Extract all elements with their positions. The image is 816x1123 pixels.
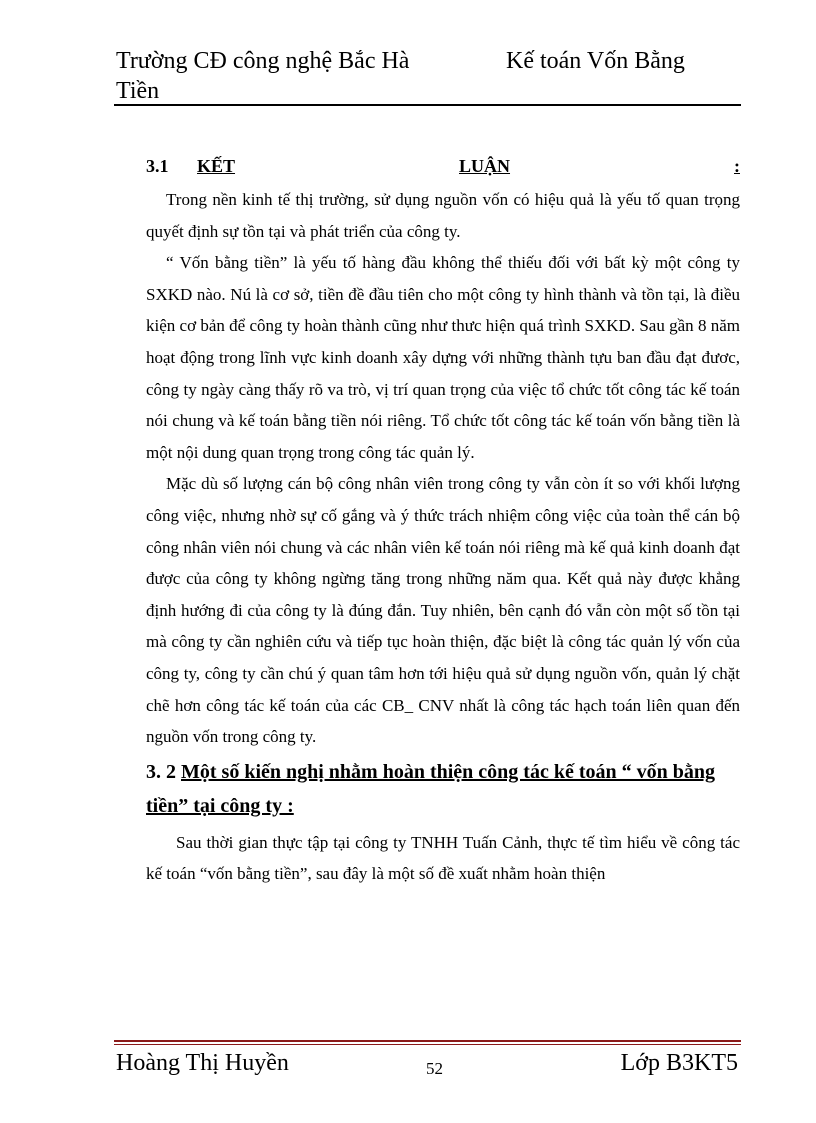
page-number: 52 [426,1059,443,1078]
body-paragraph: “ Vốn bằng tiền” là yếu tố hàng đầu không thể thiếu đối với bất kỳ một công ty SXKD nào. Nú là cơ sở, tiền đề đầu tiên cho một công ty hình thành và tồn tại, là điều kiện cơ bản để công ty hoàn thành cũng như thưc hiện quá trình SXKD. Sau gần 8 năm hoạt động trong lĩnh vực kinh doanh xây dựng với những thành tựu ban đầu đạt đươc, công ty ngày càng thấy rõ va trò, vị trí quan trọng của việc tổ chức tốt công tác kế toán nói chung và kế toán bằng tiền nói riêng. Tổ chức tốt công tác kế toán vốn bằng tiền là một nội dung quan trọng trong công tác quản lý. [146,253,740,462]
footer-divider-thin [114,1044,741,1045]
section-title-word: KẾT [197,156,236,176]
body-paragraph: Trong nền kinh tế thị trường, sử dụng nguồn vốn có hiệu quả là yếu tố quan trọng quyết định sự tồn tại và phát triển của công ty. [146,190,740,241]
section-title-word: LUẬN [459,156,511,176]
section-title: Một số kiến nghị nhằm hoàn thiện công tác kế toán “ vốn bằng tiền” tại công ty : [146,760,715,817]
document-body [146,150,740,890]
footer-class: Lớp B3KT5 [620,1050,738,1076]
header-school-name-cont: Tiền [116,78,160,104]
header-school-name: Trường CĐ công nghệ Bắc Hà [116,48,410,74]
header-department: Kế toán Vốn Bằng [506,48,685,74]
section-number: 3.1 [146,156,169,176]
section-title-colon: : [734,156,740,176]
body-paragraph: Sau thời gian thực tập tại công ty TNHH Tuấn Cảnh, thực tế tìm hiểu về công tác kế toán “vốn bằng tiền”, sau đây là một số đề xuất nhằm hoàn thiện [146,832,740,884]
section-title [197,150,740,182]
page-footer [116,1048,738,1080]
footer-divider [114,1040,741,1042]
body-paragraph: Mặc dù số lượng cán bộ công nhân viên trong công ty vẫn còn ít so với khối lượng công việc, nhưng nhờ sự cố gắng và ý thức trách nhiệm công việc của toàn thể cán bộ công nhân viên nói chung và các nhân viên kế toán nói riêng mà kế quả kinh doanh đạt được của công ty không ngừng tăng trong những năm qua. Kết quả này được khẳng định hướng đi của công ty là đúng đắn. Tuy nhiên, bên cạnh đó vẫn còn một số tồn tại mà công ty cần nghiên cứu và tiếp tục hoàn thiện, đặc biệt là công tác quản lý vốn của công ty, công ty cần chú ý quan tâm hơn tới hiệu quả sử dụng nguồn vốn, quản lý chặt chẽ hơn công tác kế toán của các CB_ CNV nhất là công tác hạch toán liên quan đến nguồn vốn trong công ty. [146,474,740,747]
section-heading-recommendations [146,755,740,823]
section-heading-conclusion [146,150,740,182]
section-number: 3. 2 [146,760,176,783]
footer-author: Hoàng Thị Huyền [116,1050,289,1076]
header-divider [114,104,741,106]
